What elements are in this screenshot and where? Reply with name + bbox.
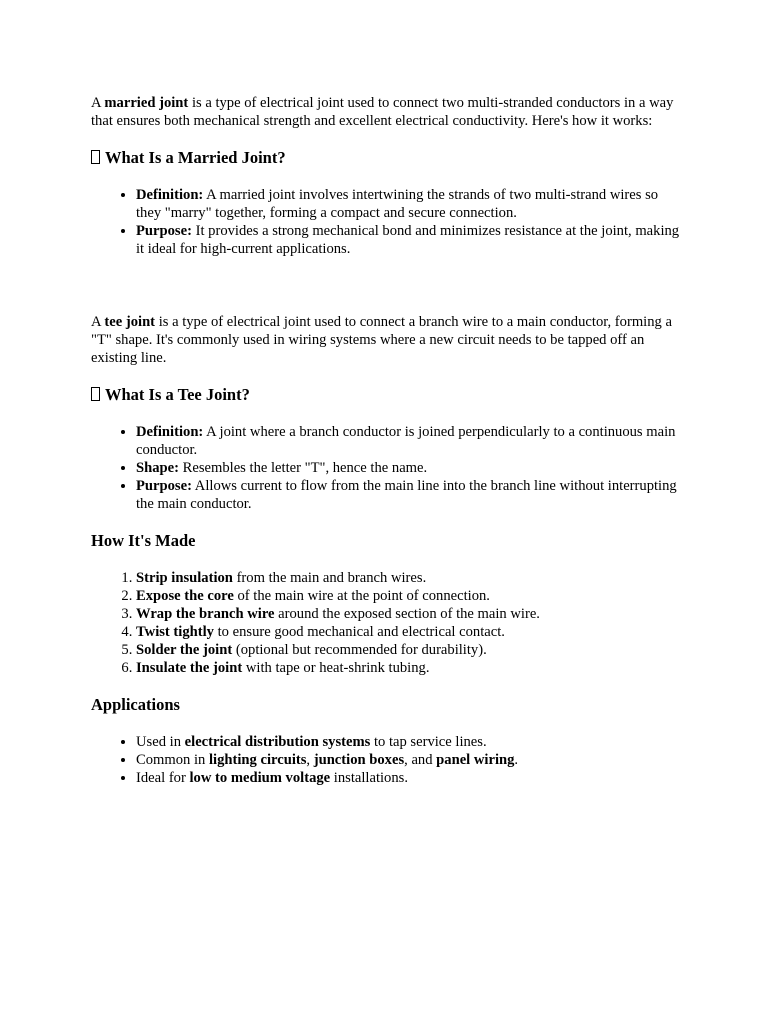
text-run: A [91,95,105,111]
list-item [136,222,680,258]
bold-text: Strip insulation [136,570,233,586]
married-joint-heading [91,148,680,168]
bold-text: Wrap the branch wire [136,606,275,622]
bold-text: married joint [104,95,189,111]
bold-text: Purpose: [136,223,192,239]
list-item [136,587,680,605]
list-item [136,733,680,751]
list-item [136,623,680,641]
text-run: with tape or heat-shrink tubing. [242,660,430,676]
bold-text: Definition: [136,187,204,203]
tee-joint-heading-text: What Is a Tee Joint? [105,385,250,404]
text-run: (optional but recommended for durability). [232,642,487,658]
text-run: to ensure good mechanical and electrical contact. [213,624,505,640]
text-run: Resembles the letter "T", hence the name. [178,460,428,476]
text-run: Common in [136,752,209,768]
bold-text: tee joint [104,314,156,330]
text-run: . [514,752,519,768]
bold-text: Shape: [136,460,179,476]
list-item [136,569,680,587]
text-run: , and [404,752,437,768]
list-item [136,605,680,623]
bold-text: Insulate the joint [136,660,243,676]
list-item [136,641,680,659]
bold-text: panel wiring [436,752,515,768]
text-run: is a type of electrical joint used to connect two multi-stranded conductors in a way that ensures both mechanical strength and excellent electrical conductivity. Here's how it works: [91,95,674,129]
text-run: Used in [136,734,185,750]
text-run: of the main wire at the point of connection. [233,588,490,604]
bold-text: Twist tightly [136,624,214,640]
bold-text: electrical distribution systems [184,734,371,750]
list-item [136,751,680,769]
married-joint-heading-text: What Is a Married Joint? [105,148,286,167]
married-joint-intro [91,94,680,130]
text-run: A joint where a branch conductor is joined perpendicularly to a continuous main conductor. [136,424,676,458]
bold-text: Purpose: [136,478,192,494]
text-run: , [306,752,314,768]
text-run: A married joint involves intertwining the strands of two multi-strand wires so they "marry" together, forming a compact and secure connection. [136,187,659,221]
list-item [136,477,680,513]
list-item [136,423,680,459]
missing-glyph-icon [91,150,100,164]
bold-text: Definition: [136,424,204,440]
list-item [136,459,680,477]
how-its-made-heading: How It's Made [91,531,196,550]
applications-list [91,733,680,787]
text-run: A [91,314,105,330]
tee-joint-list [91,423,680,513]
text-run: is a type of electrical joint used to connect a branch wire to a main conductor, forming a "T" shape. It's commonly used in wiring systems where a new circuit needs to be tapped off an existing line. [91,314,672,366]
bold-text: Solder the joint [136,642,233,658]
text-run: It provides a strong mechanical bond and minimizes resistance at the joint, making it ideal for high-current applications. [136,223,680,257]
tee-joint-heading [91,385,680,405]
text-run: Ideal for [136,770,190,786]
bold-text: low to medium voltage [189,770,331,786]
text-run: to tap service lines. [370,734,487,750]
list-item [136,186,680,222]
tee-joint-intro [91,313,680,367]
bold-text: lighting circuits [208,752,307,768]
bold-text: junction boxes [313,752,405,768]
applications-heading: Applications [91,695,180,714]
text-run: installations. [330,770,408,786]
bold-text: Expose the core [136,588,234,604]
missing-glyph-icon [91,387,100,401]
list-item [136,659,680,677]
text-run: from the main and branch wires. [232,570,427,586]
married-joint-list [91,186,680,258]
text-run: Allows current to flow from the main line into the branch line without interrupting the main conductor. [136,478,677,512]
how-its-made-steps [91,569,680,677]
list-item [136,769,680,787]
text-run: around the exposed section of the main wire. [274,606,540,622]
